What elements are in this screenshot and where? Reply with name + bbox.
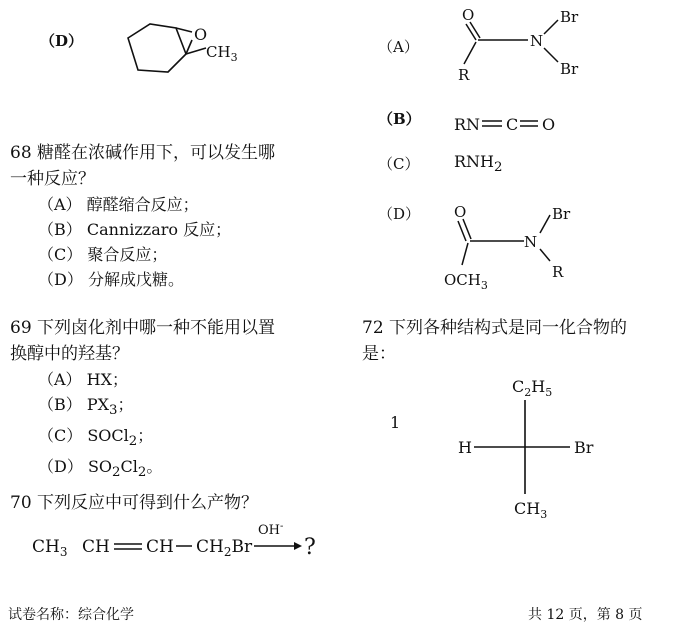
q72-stem — [362, 315, 672, 367]
atom-h: H — [458, 438, 472, 457]
carbonyl-bond-1 — [466, 24, 476, 40]
q68-option-d: （D） 分解成戊糖。 — [38, 270, 184, 289]
atom-n: N — [524, 233, 538, 251]
carbonyl-bond-2 — [470, 22, 480, 38]
q69-option-d: （D） $SO_2Cl_2$。 — [38, 457, 163, 481]
q71-formula-c: $RNH_2$ — [454, 152, 503, 176]
q71-structure-a — [440, 2, 600, 94]
q68-number: 68 — [10, 143, 32, 163]
atom-methyl: $CH_3$ — [514, 499, 548, 521]
n-br-bond-1 — [544, 20, 558, 34]
atom-br-1: Br — [560, 8, 579, 26]
q70-stem — [10, 490, 340, 516]
q68-option-c: （C） 聚合反应； — [38, 245, 168, 264]
reaction-ch3: $CH_3$ — [32, 537, 68, 559]
q72-number: 72 — [362, 318, 384, 338]
q68-options — [38, 192, 231, 292]
q71-formula-b — [450, 110, 570, 138]
methoxy-group: $OCH_3$ — [444, 271, 488, 292]
formula-rn: RN — [454, 115, 481, 134]
methyl-group: $CH_3$ — [206, 43, 238, 64]
atom-br: Br — [574, 438, 594, 457]
q72-fischer-projection — [450, 372, 610, 522]
q69-stem-line2: 换醇中的羟基？ — [10, 344, 129, 364]
cyclohexane-ring — [128, 24, 186, 72]
formula-o: O — [542, 115, 556, 134]
q68-option-a: （A） 醇醛缩合反应； — [38, 195, 199, 214]
footer-page-info: 共 12 页，第 8 页 — [528, 607, 643, 623]
reaction-product: ? — [304, 535, 316, 560]
q70-stem-text: 下列反应中可得到什么产物？ — [37, 493, 259, 513]
q71-option-d-label: （D） — [378, 205, 421, 223]
q68-stem-line1: 糖醛在浓碱作用下，可以发生哪 — [37, 143, 276, 163]
q68-stem — [10, 140, 340, 192]
q72-item-label: 1 — [390, 413, 401, 432]
reaction-reagent: OH- — [258, 521, 284, 538]
reaction-arrow-head — [294, 542, 302, 550]
n-br-bond-2 — [544, 48, 558, 62]
epoxide-structure — [110, 10, 270, 80]
n-r-bond — [540, 249, 550, 261]
n-br-bond — [540, 215, 550, 233]
atom-o: O — [454, 203, 467, 221]
atom-r: R — [458, 66, 470, 84]
q67-option-d-label: （D） — [40, 32, 84, 50]
q69-options — [38, 367, 162, 486]
epoxide-bond-1 — [176, 28, 192, 32]
c-o-bond — [462, 243, 468, 265]
q71-structure-d — [440, 195, 600, 295]
reaction-ch2br: $CH_2Br$ — [196, 537, 253, 559]
q71-option-c-label: （C） — [378, 155, 420, 173]
reaction-ch-2: CH — [146, 537, 174, 557]
c-r-bond — [464, 42, 476, 64]
atom-r: R — [552, 263, 564, 281]
formula-c: C — [506, 115, 519, 134]
q72-stem-line2: 是： — [362, 344, 396, 364]
atom-n: N — [530, 32, 544, 50]
q71-option-a-label: （A） — [378, 38, 419, 56]
q69-option-c: （C） SOCl$_2$； — [38, 426, 154, 450]
q68-stem-line2: 一种反应？ — [10, 169, 95, 189]
atom-o: O — [462, 6, 475, 24]
footer-paper-name: 试卷名称：综合化学 — [8, 607, 134, 623]
reaction-ch-1: CH — [82, 537, 110, 557]
q69-number: 69 — [10, 318, 32, 338]
q71-option-b-label: （B） — [378, 110, 421, 128]
atom-br-2: Br — [560, 60, 579, 78]
atom-ethyl: $C_2H_5$ — [512, 377, 553, 399]
q69-stem — [10, 315, 340, 367]
atom-br: Br — [552, 205, 571, 223]
q68-option-b: （B） Cannizzaro 反应； — [38, 220, 232, 239]
q72-stem-line1: 下列各种结构式是同一化合物的 — [389, 318, 628, 338]
q69-option-b: （B） $PX_3$； — [38, 395, 134, 419]
epoxide-oxygen: O — [194, 25, 208, 44]
q69-option-a: （A） HX； — [38, 370, 129, 389]
q70-number: 70 — [10, 493, 32, 513]
q69-stem-line1: 下列卤化剂中哪一种不能用以置 — [37, 318, 276, 338]
q70-reaction — [28, 518, 338, 568]
